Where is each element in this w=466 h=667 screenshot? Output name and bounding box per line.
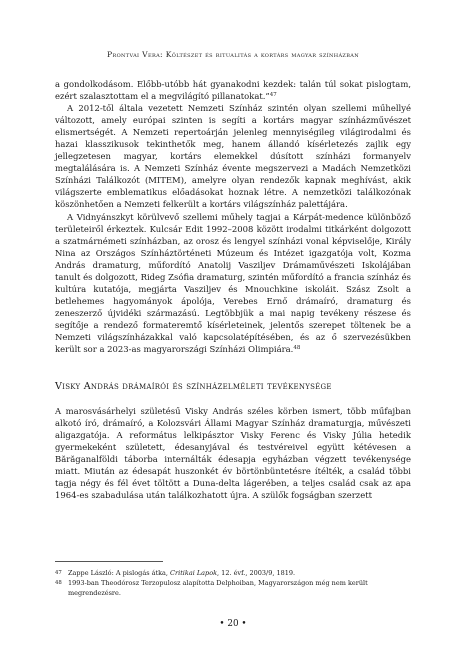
footnote-number: 47: [55, 570, 62, 576]
footnotes: [55, 569, 411, 599]
footnote-48: 48 1993-ban Theodórosz Terzopulosz alapította Delphoiban, Magyarországon még nem került megrendezésre.: [55, 579, 368, 597]
running-head: Prontvai Vera: Költészet és ritualitás a kortárs magyar színházban: [107, 50, 359, 59]
footnote-47: 47 Zappe László: A pislogás átka, Critikai Lapok, 12. évf., 2003/9, 1819.: [55, 569, 296, 577]
footnote-ref-47: 47: [269, 92, 277, 99]
footnote-divider: [55, 561, 163, 562]
page-number: • 20 •: [219, 619, 247, 629]
main-text: [55, 78, 411, 502]
footnote-number: 48: [55, 580, 62, 587]
section-heading: Visky András drámaírói és színházelméleti tevékenysége: [55, 381, 332, 393]
paragraph-2: A 2012-től általa vezetett Nemzeti Színház szintén olyan szellemi műhellyé változott, amely európai szinten is segíti a kortárs magyar színházművészet elismertségét. A Nemzeti repertoárján jelenleg mennyiségileg világirodalmi és hazai klasszikusok tekinthetők meg, hanem állandó kísérletezés zajlik egy jellegzetesen magyar, kortárs elemekkel dúsított színházi formanyelv megtalálására is. A Nemzeti Színház évente megszervezi a Madách Nemzetközi Színházi Találkozót (MITEM), amelyre olyan rendezők kapnak meghívást, akik világszerte emblematikus előadásokat hoznak létre. A nemzetközi találkozónak köszönhetően a Nemzeti felkerült a kortárs világszínház palettájára.: [55, 103, 411, 210]
paragraph-1: a gondolkodásom. Előbb-utóbb hát gyanakodni kezdek: talán túl sokat pislogtam, ezért szalasztottam el a megvilágító pillanatokat.”$^{47}$: [55, 79, 411, 102]
paragraph-3: A Vidnyánszkyt körülvevő szellemi műhely tagjai a Kárpát-medence különböző területeiről érkeztek. Kulcsár Edit 1992–2008 között irodalmi titkárként dolgozott a szatmárnémeti színházban, az orosz és lengyel színházi vonal képviselője, Király Nina az Országos Színháztörténeti Múzeum és Intézet igazgatója volt, Kozma András dramaturg, műfordító Anatolij Vasziljev Drámaművészeti Iskolájában tanult és dolgozott, Rideg Zsófia dramaturg, szintén műfordító a francia színház és kultúra kutatója, megjárta Vasziljev és Mnouchkine iskoláit. Szász Zsolt a betlehemes hagyományok ápolója, Verebes Ernő drámaíró, dramaturg és zeneszerző újvidéki származású. Legtöbbjük a mai napig tevékeny részese és segítője a rendező formateremtő kísérleteinek, jelentős szerepet töltenek be a Nemzeti világszínházakkal való kapcsolatépítésében, és az ő szervezésükben került sor a 2023-as magyarországi Színházi Olimpiára.$^{48}$: [55, 211, 411, 355]
footnote-ref-48: 48: [293, 345, 301, 352]
section-paragraph: A marosvásárhelyi születésű Visky András széles körben ismert, több műfajban alkotó író, drámaíró, a Kolozsvári Állami Magyar Színház dramaturgja, művészeti aligazgatója. A református lelkipásztor Visky Ferenc és Visky Júlia hetedik gyermekeként született, édesanyjával és testvéreivel együtt kétévesen a Bărăganalföldi táborba internálták édesapja egyházban végzett tevékenysége miatt. Miután az édesapát huszonkét év börtönbüntetésre ítélték, a család többi tagja négy és fél évet töltött a Duna-delta lágerében, a teljes család csak az apa 1964-es szabadulása után találkozhatott újra. A szülők fogságban szerzett: [55, 406, 411, 501]
journal-title: Critikai Lapok: [170, 569, 218, 577]
